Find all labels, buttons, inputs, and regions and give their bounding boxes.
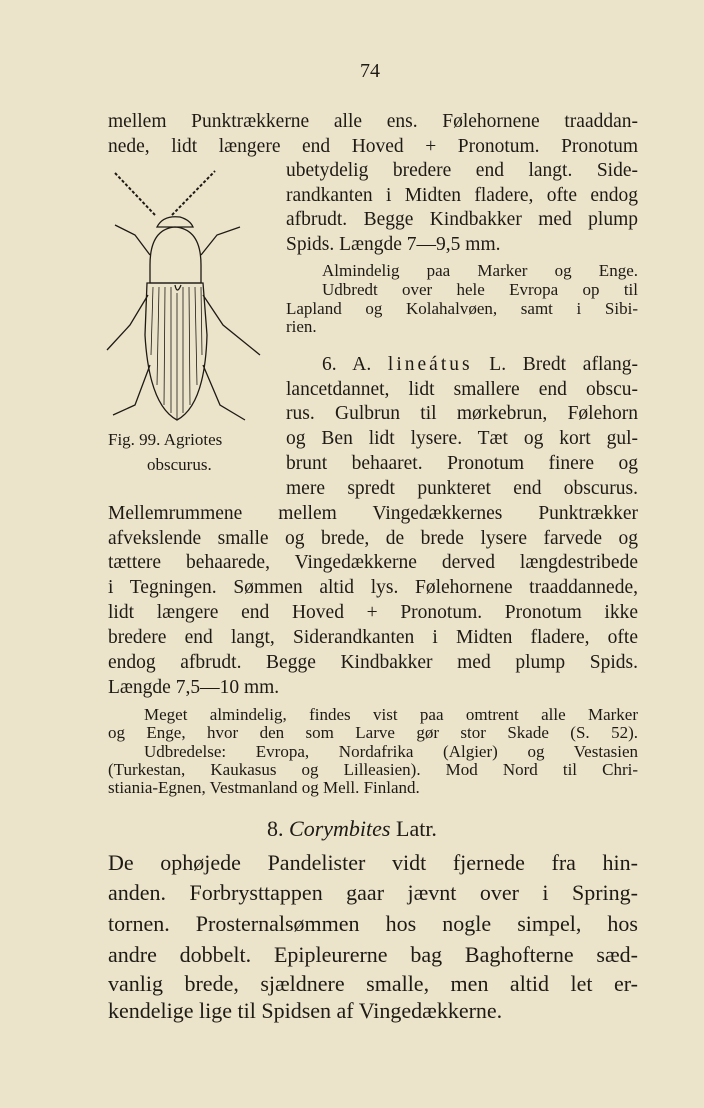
text-line: brunt behaaret. Pronotum finere og bbox=[286, 453, 638, 474]
genus-name: Corymbites bbox=[289, 816, 391, 841]
text-line: tornen. Prosternalsømmen hos nogle simpel, hos bbox=[108, 911, 638, 936]
text-line: afbrudt. Begge Kindbakker med plump bbox=[286, 209, 638, 230]
text-line: andre dobbelt. Epipleurerne bag Baghofterne sæd- bbox=[108, 942, 638, 967]
text-line: kendelige lige til Spidsen af Vingedækkerne. bbox=[108, 998, 503, 1023]
section-heading bbox=[0, 816, 704, 842]
text-line: Udbredt over hele Evropa op til bbox=[322, 280, 638, 299]
heading-number: 8. bbox=[267, 816, 284, 841]
species-number: 6. A. bbox=[322, 354, 372, 375]
text-line: De ophøjede Pandelister vidt fjernede fra hin- bbox=[108, 850, 638, 875]
text-line: mere spredt punkteret end obscurus. bbox=[286, 478, 638, 499]
text: L. Bredt aflang- bbox=[489, 354, 639, 375]
text-line: og Ben lidt lysere. Tæt og kort gul- bbox=[286, 428, 638, 449]
text-line: Lapland og Kolahalvøen, samt i Sibi- bbox=[286, 299, 638, 318]
text-line: Spids. Længde 7—9,5 mm. bbox=[286, 234, 501, 255]
text-line: rien. bbox=[286, 317, 317, 336]
text-line: stiania-Egnen, Vestmanland og Mell. Finland. bbox=[108, 778, 420, 797]
text-line: Mellemrummene mellem Vingedækkernes Punktrækker bbox=[108, 503, 638, 524]
text-line: tættere behaarede, Vingedækkerne derved længdestribede bbox=[108, 552, 638, 573]
text-line: Meget almindelig, findes vist paa omtrent alle Marker bbox=[144, 705, 638, 724]
beetle-illustration bbox=[95, 165, 275, 435]
text-line: og Enge, hvor den som Larve gør stor Skade (S. 52). bbox=[108, 723, 638, 742]
author: Latr. bbox=[396, 816, 437, 841]
text-line: Længde 7,5—10 mm. bbox=[108, 677, 280, 698]
page-number: 74 bbox=[360, 60, 380, 82]
text-line: anden. Forbrysttappen gaar jævnt over i Spring- bbox=[108, 880, 638, 905]
text-line: i Tegningen. Sømmen altid lys. Følehornene traaddannede, bbox=[108, 577, 638, 598]
text-line: (Turkestan, Kaukasus og Lilleasien). Mod Nord til Chri- bbox=[108, 760, 638, 779]
species-name: lineátus bbox=[387, 354, 473, 375]
text-line: randkanten i Midten fladere, ofte endog bbox=[286, 185, 638, 206]
species-line bbox=[286, 353, 638, 377]
figure-caption: Fig. 99. Agriotes bbox=[108, 430, 223, 449]
text-line: bredere end langt, Siderandkanten i Midten fladere, ofte bbox=[108, 627, 638, 648]
text-line: ubetydelig bredere end langt. Side- bbox=[286, 160, 638, 181]
text-line: nede, lidt længere end Hoved + Pronotum. Pronotum bbox=[108, 136, 638, 157]
text-line: Udbredelse: Evropa, Nordafrika (Algier) og Vestasien bbox=[144, 742, 638, 761]
text-line: lancetdannet, lidt smallere end obscu- bbox=[286, 379, 638, 400]
text-line: afvekslende smalle og brede, de brede lysere farvede og bbox=[108, 528, 638, 549]
text-line: lidt længere end Hoved + Pronotum. Pronotum ikke bbox=[108, 602, 638, 623]
text-line: vanlig brede, sjældnere smalle, men altid let er- bbox=[108, 971, 638, 996]
figure-caption-species: obscurus. bbox=[147, 455, 212, 474]
text-line: mellem Punktrækkerne alle ens. Følehornene traaddan- bbox=[108, 111, 638, 132]
text-line: Almindelig paa Marker og Enge. bbox=[322, 261, 638, 280]
text-line: rus. Gulbrun til mørkebrun, Følehorn bbox=[286, 403, 638, 424]
text-line: endog afbrudt. Begge Kindbakker med plump Spids. bbox=[108, 652, 638, 673]
